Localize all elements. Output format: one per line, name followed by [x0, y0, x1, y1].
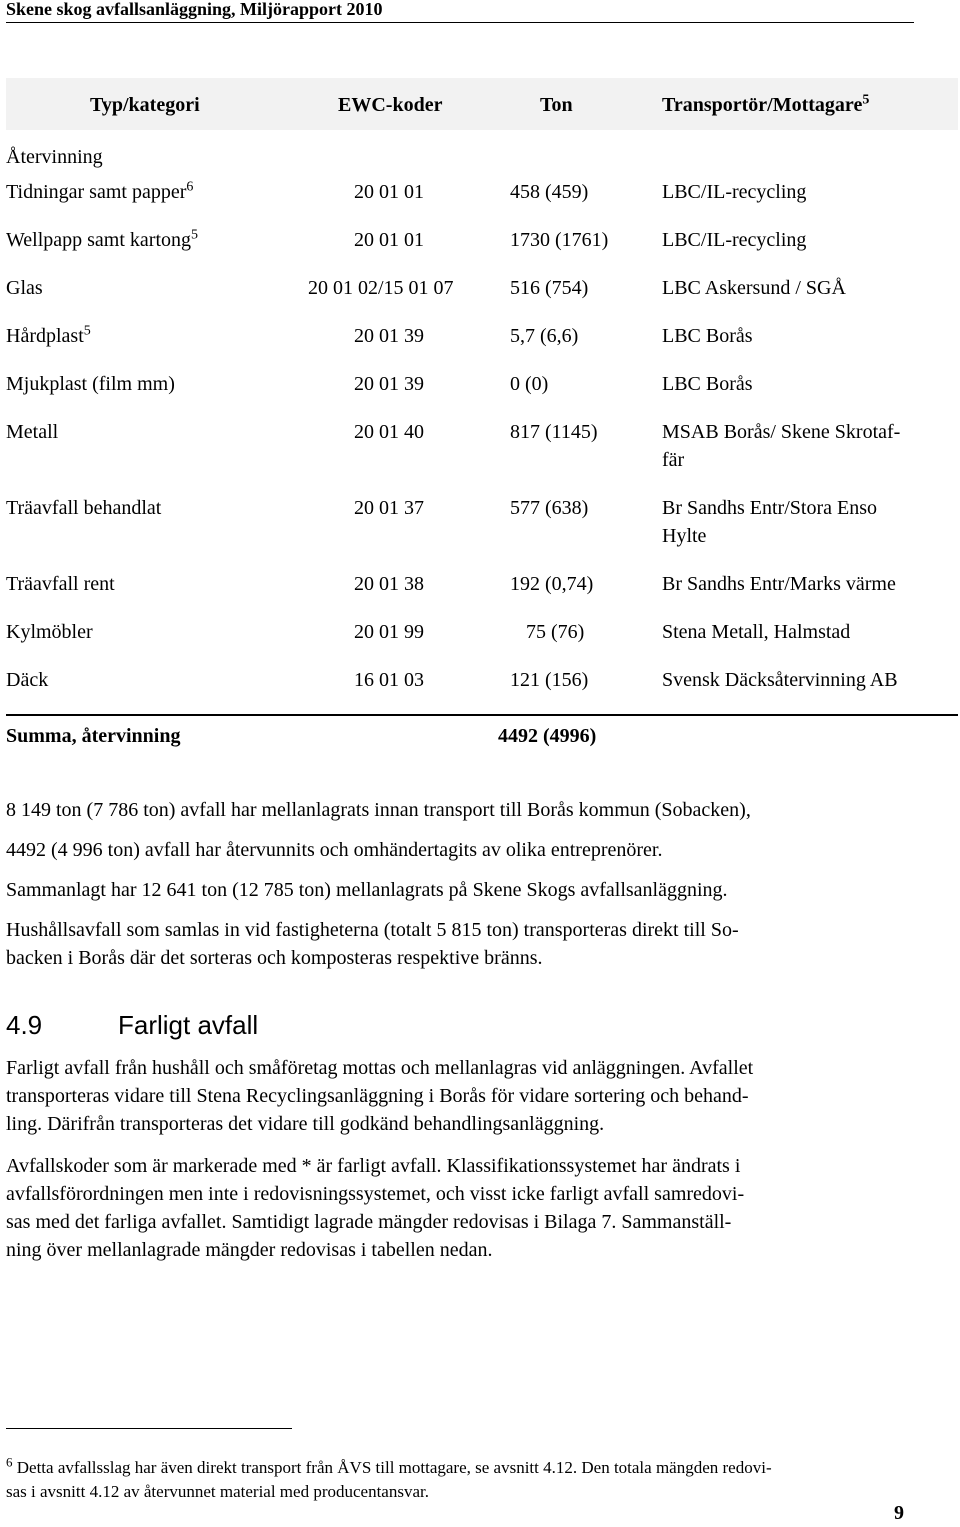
- document-title: Skene skog avfallsanläggning, Miljörapport 2010: [6, 0, 383, 19]
- cell-ton: 1730 (1761): [510, 229, 609, 251]
- table-row: [6, 666, 958, 714]
- cell-category: Tidningar samt papper$^6$: [6, 179, 194, 203]
- table-row: [6, 226, 958, 274]
- cell-transport: MSAB Borås/ Skene Skrotaf- fär: [662, 421, 901, 471]
- header-ton: Ton: [540, 94, 573, 116]
- cell-ewc: 16 01 03: [354, 669, 424, 691]
- cell-transport: LBC Borås: [662, 325, 753, 347]
- table-row: [6, 618, 958, 666]
- cell-ton: 5,7 (6,6): [510, 325, 579, 347]
- cell-category: Wellpapp samt kartong$^5$: [6, 227, 199, 251]
- cell-ton: 0 (0): [510, 373, 549, 395]
- cell-ewc: 20 01 01: [354, 181, 424, 203]
- footnote-ref: 5: [191, 227, 199, 243]
- paragraph-3: Sammanlagt har 12 641 ton (12 785 ton) mellanlagrats på Skene Skogs avfallsanläggning.: [6, 879, 728, 901]
- footnote: [6, 1456, 916, 1504]
- cell-ewc: 20 01 01: [354, 229, 424, 251]
- section-label: Återvinning: [6, 146, 103, 168]
- cell-transport: Svensk Däcksåtervinning AB: [662, 669, 898, 691]
- cell-category: Glas: [6, 277, 43, 299]
- cell-ton: 192 (0,74): [510, 573, 594, 595]
- section-heading: [6, 1010, 258, 1040]
- header-category: Typ/kategori: [90, 94, 200, 116]
- cell-transport: LBC/IL-recycling: [662, 229, 807, 251]
- cell-category: Träavfall behandlat: [6, 497, 162, 519]
- cell-ton: 75 (76): [526, 621, 585, 643]
- footnote-ref: 5: [83, 323, 91, 339]
- cell-category: Träavfall rent: [6, 573, 115, 595]
- cell-category: Metall: [6, 421, 59, 443]
- summary-label: Summa, återvinning: [6, 725, 181, 747]
- cell-category: Mjukplast (film mm): [6, 373, 175, 395]
- cell-ewc: 20 01 39: [354, 325, 424, 347]
- table-row: [6, 322, 958, 370]
- body-paragraph-2: Avfallskoder som är markerade med * är farligt avfall. Klassifikationssystemet har ändrats i avfallsförordningen men inte i redovisningssystemet, och visst icke farligt avfall samredovi- sas med det farliga avfallet. Samtidigt lagrade mängder redovisas i Bilaga 7. Sammanställ- ning över mellanlagrade mängder redovisas i tabellen nedan.: [6, 1155, 745, 1261]
- cell-transport: LBC Borås: [662, 373, 753, 395]
- waste-table: [6, 78, 958, 762]
- page-header: [6, 0, 914, 23]
- footnote-rule: [6, 1428, 292, 1429]
- footnote-text: Detta avfallsslag har även direkt transport från ÅVS till mottagare, se avsnitt 4.12. Den totala mängden redovi- sas i avsnitt 4.12 av återvunnet material med producentansvar.: [6, 1458, 772, 1501]
- paragraph-4: Hushållsavfall som samlas in vid fastigheterna (totalt 5 815 ton) transporteras direkt till So- backen i Borås där det sorteras och komposteras respektive bränns.: [6, 919, 739, 969]
- cell-transport: LBC Askersund / SGÅ: [662, 277, 846, 299]
- cell-ewc: 20 01 37: [354, 497, 424, 519]
- cell-ewc: 20 01 99: [354, 621, 424, 643]
- cell-category: Hårdplast$^5$: [6, 323, 91, 347]
- cell-transport: Br Sandhs Entr/Stora Enso Hylte: [662, 497, 877, 547]
- summary-row: [6, 722, 958, 762]
- cell-transport: Br Sandhs Entr/Marks värme: [662, 573, 896, 595]
- cell-ewc: 20 01 38: [354, 573, 424, 595]
- header-transport: Transportör/Mottagare$^5$: [662, 92, 870, 116]
- table-row: [6, 370, 958, 418]
- cell-ewc: 20 01 39: [354, 373, 424, 395]
- cell-transport: LBC/IL-recycling: [662, 181, 807, 203]
- table-body: [6, 178, 958, 714]
- table-header: [6, 78, 958, 130]
- cell-category: Kylmöbler: [6, 621, 93, 643]
- cell-ton: 121 (156): [510, 669, 589, 691]
- page-number: 9: [894, 1502, 904, 1524]
- paragraph-1: 8 149 ton (7 786 ton) avfall har mellanlagrats innan transport till Borås kommun (Sobacken),: [6, 799, 751, 821]
- table-row: [6, 494, 958, 570]
- body-paragraph-1: Farligt avfall från hushåll och småföretag mottas och mellanlagras vid anläggningen. Avfallet transporteras vidare till Stena Recyclingsanläggning i Borås för vidare sortering och behand- ling. Därifrån transporteras det vidare till godkänd behandlingsanläggning.: [6, 1057, 754, 1135]
- cell-ton: 458 (459): [510, 181, 589, 203]
- cell-ton: 516 (754): [510, 277, 589, 299]
- footnote-ref: 6: [186, 179, 194, 195]
- header-transport-note: 5: [862, 92, 870, 108]
- section-title: Farligt avfall: [118, 1010, 259, 1040]
- summary-ton: 4492 (4996): [498, 725, 597, 747]
- table-row: [6, 570, 958, 618]
- summary-rule: [6, 714, 958, 716]
- cell-transport: Stena Metall, Halmstad: [662, 621, 851, 643]
- cell-ewc: 20 01 02/15 01 07: [308, 277, 454, 299]
- table-row: [6, 418, 958, 494]
- table-row: [6, 178, 958, 226]
- table-row: [6, 274, 958, 322]
- section-number: 4.9: [6, 1010, 43, 1040]
- header-ewc: EWC-koder: [338, 94, 443, 116]
- paragraph-2: 4492 (4 996 ton) avfall har återvunnits och omhändertagits av olika entreprenörer.: [6, 839, 663, 861]
- cell-ewc: 20 01 40: [354, 421, 424, 443]
- cell-ton: 577 (638): [510, 497, 589, 519]
- footnote-number: 6: [6, 1454, 13, 1470]
- cell-ton: 817 (1145): [510, 421, 598, 443]
- cell-category: Däck: [6, 669, 49, 691]
